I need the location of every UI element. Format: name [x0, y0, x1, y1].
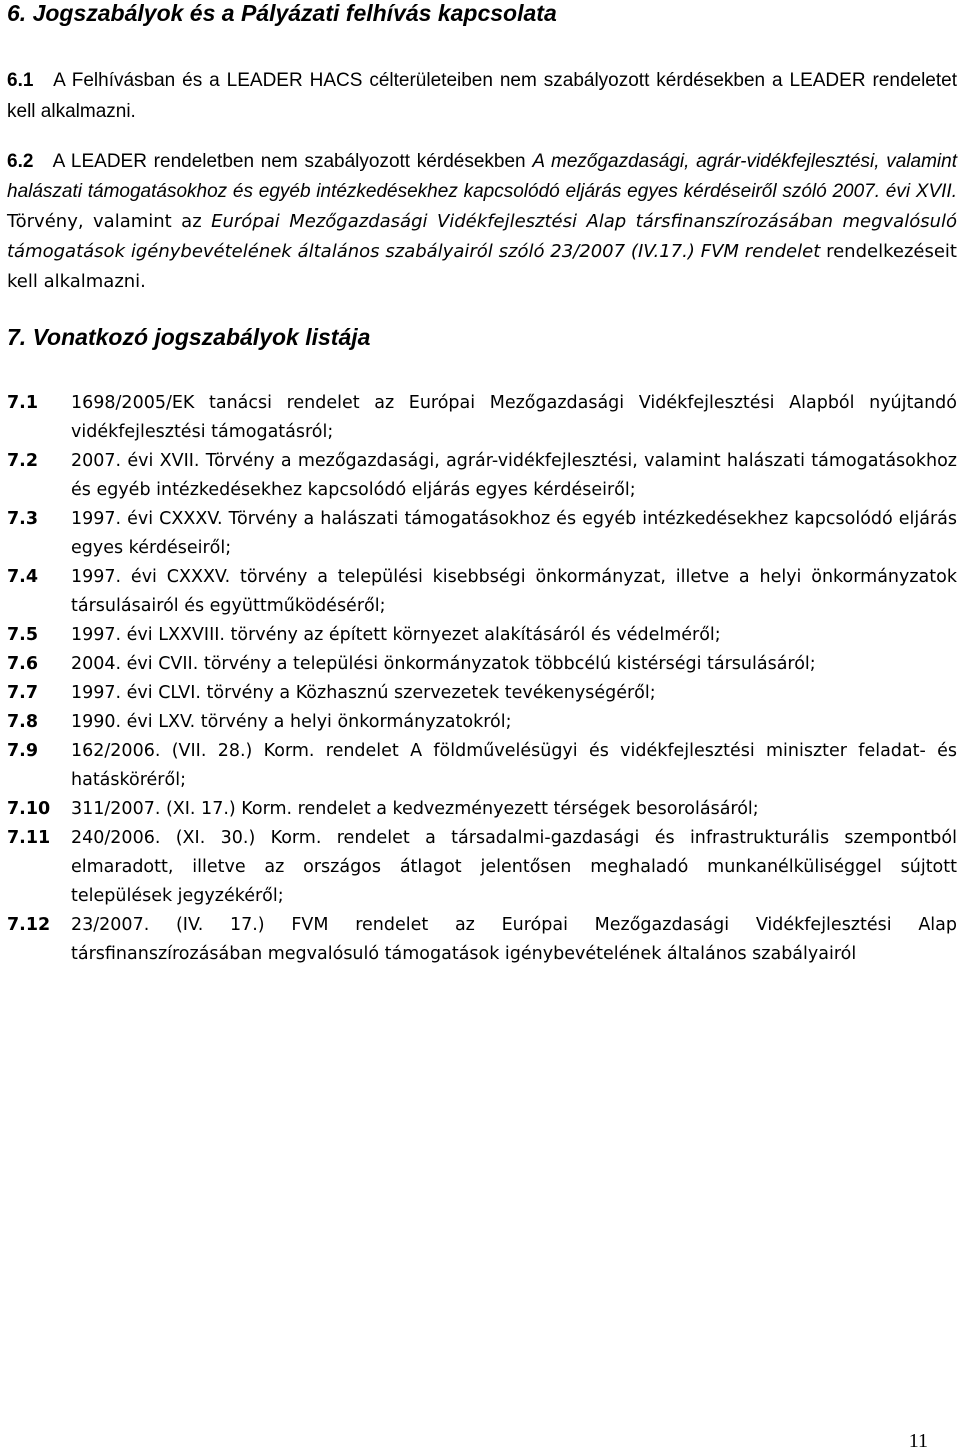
list-item-number: 7.6	[7, 654, 39, 674]
list-item-number: 7.9	[7, 741, 39, 761]
paragraph-number: 6.1	[7, 70, 34, 91]
list-item	[7, 650, 957, 679]
list-item	[7, 447, 957, 505]
list-item-text: 23/2007. (IV. 17.) FVM rendelet az Európai Mezőgazdasági Vidékfejlesztési Alap társfinanszírozásában megvalósuló támogatások igénybevételének általános szabályairól	[71, 915, 957, 964]
list-item	[7, 679, 957, 708]
list-item-text: 311/2007. (XI. 17.) Korm. rendelet a kedvezményezett térségek besorolásáról;	[71, 799, 759, 819]
paragraph-text-italic: Európai Mezőgazdasági Vidékfejlesztési Alap társfinanszírozásában megvalósuló támogatások igénybevételének általános szabályairól szóló 23/2007 (IV.17.) FVM rendelet	[7, 211, 958, 262]
list-item-text: 1698/2005/EK tanácsi rendelet az Európai Mezőgazdasági Vidékfejlesztési Alapból nyújtandó vidékfejlesztési támogatásról;	[71, 393, 957, 442]
paragraph-6-1	[7, 65, 957, 127]
list-item	[7, 621, 957, 650]
list-item-number: 7.5	[7, 625, 39, 645]
paragraph-text: Törvény, valamint az	[7, 211, 212, 232]
section-6-heading: 6. Jogszabályok és a Pályázati felhívás kapcsolata	[7, 0, 557, 26]
list-item	[7, 911, 957, 969]
legislation-list	[7, 389, 957, 969]
list-item-text: 2007. évi XVII. Törvény a mezőgazdasági, agrár-vidékfejlesztési, valamint halászati támogatásokhoz és egyéb intézkedésekhez kapcsolódó eljárás egyes kérdéseiről;	[71, 451, 957, 500]
list-item-text: 1990. évi LXV. törvény a helyi önkormányzatokról;	[71, 712, 512, 732]
paragraph-text: A LEADER rendeletben nem szabályozott kérdésekben	[52, 151, 533, 172]
list-item-text: 1997. évi CXXXV. törvény a települési kisebbségi önkormányzat, illetve a helyi önkormányzatok társulásairól és együttműködéséről;	[71, 567, 957, 616]
list-item-number: 7.8	[7, 712, 39, 732]
list-item	[7, 737, 957, 795]
list-item-number: 7.12	[7, 915, 51, 935]
list-item-number: 7.3	[7, 509, 39, 529]
section-7-heading: 7. Vonatkozó jogszabályok listája	[7, 324, 371, 350]
list-item	[7, 708, 957, 737]
list-item-text: 240/2006. (XI. 30.) Korm. rendelet a társadalmi-gazdasági és infrastrukturális szempontból elmaradott, illetve az országos átlagot jelentősen meghaladó munkanélküliséggel sújtott települések jegyzékéről;	[71, 828, 957, 906]
list-item-number: 7.4	[7, 567, 39, 587]
list-item	[7, 563, 957, 621]
list-item-text: 2004. évi CVII. törvény a települési önkormányzatok többcélú kistérségi társulásáról;	[71, 654, 816, 674]
paragraph-text-italic: A mezőgazdasági, agrár-vidékfejlesztési, valamint halászati támogatásokhoz és egyéb intézkedésekhez kapcsolódó eljárás egyes kérdéseiről szóló 2007. évi XVII.	[7, 151, 957, 202]
paragraph-number: 6.2	[7, 151, 34, 172]
list-item-number: 7.1	[7, 393, 39, 413]
list-item-number: 7.11	[7, 828, 51, 848]
list-item-number: 7.2	[7, 451, 39, 471]
list-item-text: 1997. évi LXXVIII. törvény az épített környezet alakításáról és védelméről;	[71, 625, 721, 645]
list-item-number: 7.10	[7, 799, 51, 819]
paragraph-6-2	[7, 147, 957, 297]
list-item	[7, 389, 957, 447]
list-item-text: 162/2006. (VII. 28.) Korm. rendelet A földművelésügyi és vidékfejlesztési miniszter feladat- és hatásköréről;	[71, 741, 957, 790]
list-item-text: 1997. évi CLVI. törvény a Közhasznú szervezetek tevékenységéről;	[71, 683, 656, 703]
paragraph-text: rendelkezéseit kell alkalmazni.	[7, 241, 957, 292]
list-item	[7, 505, 957, 563]
page-number: 11	[908, 1430, 928, 1452]
paragraph-text: A Felhívásban és a LEADER HACS célterületeiben nem szabályozott kérdésekben a LEADER rendeletet kell alkalmazni.	[7, 70, 957, 122]
list-item-text: 1997. évi CXXXV. Törvény a halászati támogatásokhoz és egyéb intézkedésekhez kapcsolódó eljárás egyes kérdéseiről;	[71, 509, 957, 558]
list-item	[7, 795, 957, 824]
list-item	[7, 824, 957, 911]
list-item-number: 7.7	[7, 683, 39, 703]
